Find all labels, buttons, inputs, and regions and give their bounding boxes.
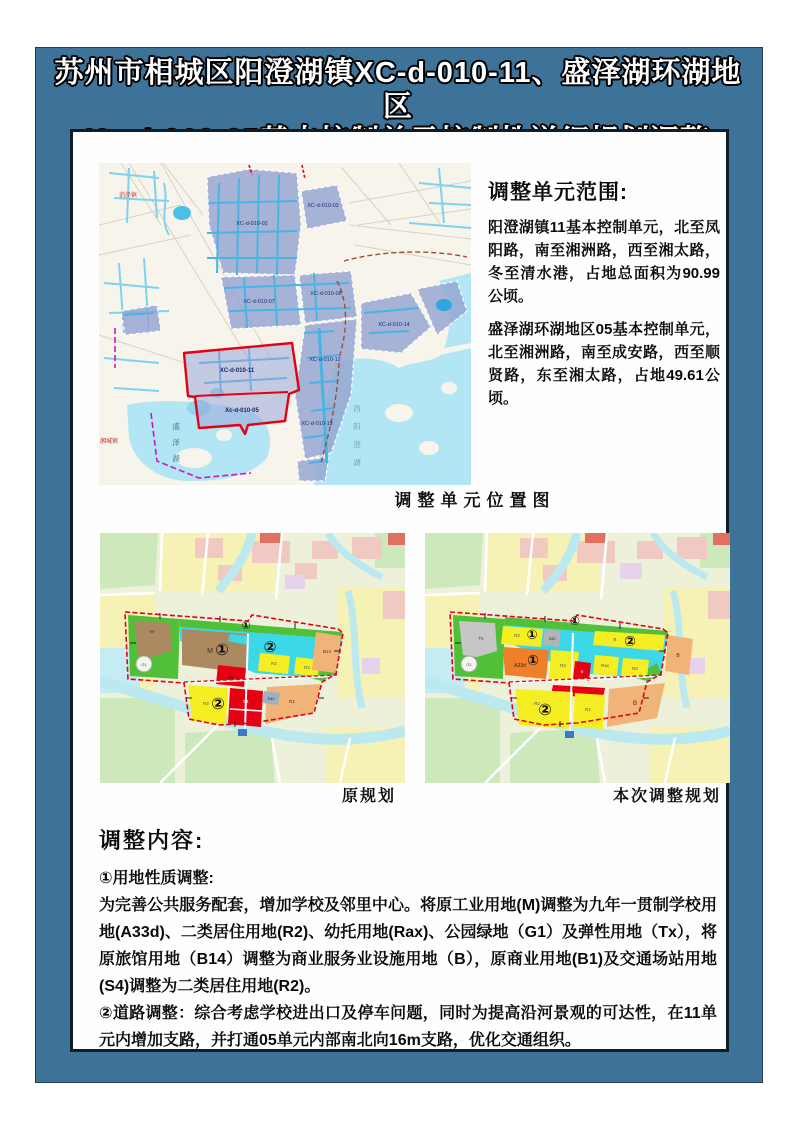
- scope-paragraph-1: 阳澄湖镇11基本控制单元，北至凤阳路，南至湘洲路，西至湘太路，冬至清水港，占地总面积为90.99公顷。: [488, 219, 720, 305]
- parcel-label-s42: S42: [548, 636, 556, 641]
- lake-char: 西: [353, 404, 361, 413]
- original-plan-caption: 原规划: [341, 788, 396, 805]
- zone-label: XC-d-010-14: [378, 322, 410, 328]
- scope-block: [488, 176, 720, 410]
- parcel-label-r2: R2: [632, 666, 638, 671]
- adjusted-plan-caption: 本次调整规划: [612, 788, 721, 805]
- location-map: [99, 163, 471, 485]
- zone-label: XC-d-010-13: [301, 421, 333, 427]
- circle-1-mark: ①: [527, 652, 539, 668]
- parcel-label-tx: Tx: [478, 636, 484, 641]
- parcel-label-r2: R2: [514, 633, 520, 638]
- parcel-label-s42: S42: [267, 696, 275, 701]
- parcel-label-rax: Rax: [600, 663, 610, 668]
- content-item1-body: 为完善公共服务配套，增加学校及邻里中心。将原工业用地(M)调整为九年一贯制学校用地(A33d)、二类居住用地(R2)、幼托用地(Rax)、公园绿地（G1）及弹性用地（Tx），将原旅馆用地（B14）调整为商业服务业设施用地（B），原商业用地(B1)及交通场站用地(S4)调整为二类居住用地(R2)。: [99, 897, 717, 995]
- lake-char: 盛: [172, 422, 180, 431]
- parcel-label-b14: B14: [322, 649, 332, 654]
- parcel-label-r2: R2: [585, 707, 591, 712]
- circle-1-mark: ①: [241, 620, 251, 632]
- town-label-top: 消泾镇: [119, 193, 138, 199]
- parcel-label-g1: G1: [466, 662, 472, 667]
- zone-label: XC-d-010-02: [236, 221, 268, 227]
- town-label-bottom: 湘城镇: [100, 439, 119, 445]
- circle-2-mark: ②: [538, 702, 552, 719]
- lake-char: 澄: [353, 440, 361, 449]
- parcel-label-b1: B1: [243, 699, 249, 704]
- parcel-label-b: B: [676, 653, 680, 659]
- lake-char: 湖: [353, 458, 361, 467]
- zone-pond: [436, 299, 452, 311]
- parcel-label-g1: G1: [141, 662, 147, 667]
- parcel-label-r2: R2: [560, 663, 566, 668]
- parcel-label-r2: R2: [271, 661, 277, 666]
- parcel-label-b: B: [632, 701, 638, 707]
- circle-1-mark: ①: [526, 627, 538, 642]
- parcel-label-r2: R2: [304, 665, 310, 670]
- lake-char: 阳: [353, 422, 361, 431]
- original-plan-map: [100, 533, 405, 783]
- parcel-label-m: M: [207, 648, 213, 655]
- parcel-label-r2: R2: [203, 701, 209, 706]
- adjusted-plan-map: [425, 533, 730, 783]
- parcel-label-a33d: A33d: [514, 663, 526, 669]
- content-item2: ②道路调整：综合考虑学校进出口及停车问题，同时为提高沿河景观的可达性，在11单元内增加支路，并打通05单元内部南北向16m支路，优化交通组织。: [99, 1005, 717, 1049]
- circle-1-mark: ①: [215, 642, 229, 659]
- circle-2-mark: ②: [211, 696, 225, 713]
- location-map-caption: 调整单元位置图: [394, 491, 556, 510]
- scope-paragraph-2: 盛泽湖环湖地区05基本控制单元，北至湘洲路，南至成安路，西至顺贤路，东至湘太路，占地49.61公顷。: [488, 321, 720, 407]
- lake-char: 湖: [172, 454, 180, 463]
- parcel-label-b: B: [580, 669, 584, 674]
- parcel-label-b: B: [613, 637, 617, 642]
- content-item1-title: ①用地性质调整:: [99, 870, 214, 887]
- unit-label-05: Xc-d-010-05: [225, 408, 259, 414]
- circle-1-mark: ①: [569, 614, 581, 628]
- parcel-label-r2: R2: [289, 699, 295, 704]
- zone-label: XC-d-010-12: [309, 357, 341, 363]
- zone-label: XC-d-010-07: [243, 299, 275, 305]
- circle-2-mark: ②: [263, 639, 277, 656]
- scope-heading: 调整单元范围:: [488, 181, 628, 204]
- zone-label: XC-d-010-08: [310, 291, 342, 297]
- parcel-label-m: M: [150, 629, 154, 634]
- circle-2-mark: ②: [624, 633, 636, 649]
- adjustment-unit-outline: [184, 343, 299, 434]
- content-heading: 调整内容:: [99, 828, 205, 853]
- lake-char: 泽: [172, 438, 180, 447]
- parcel-label-b1: B1: [228, 675, 234, 680]
- poster-title-line1: 苏州市相城区阳澄湖镇XC-d-010-11、盛泽湖环湖地区: [54, 57, 742, 123]
- content-block: [99, 824, 717, 1054]
- unit-label-11: XC-d-010-11: [219, 368, 255, 374]
- lake-label-shengze: [172, 421, 180, 463]
- parcel-label-r2: R2: [534, 701, 540, 706]
- zone-label: XC-d-010-03: [307, 203, 339, 209]
